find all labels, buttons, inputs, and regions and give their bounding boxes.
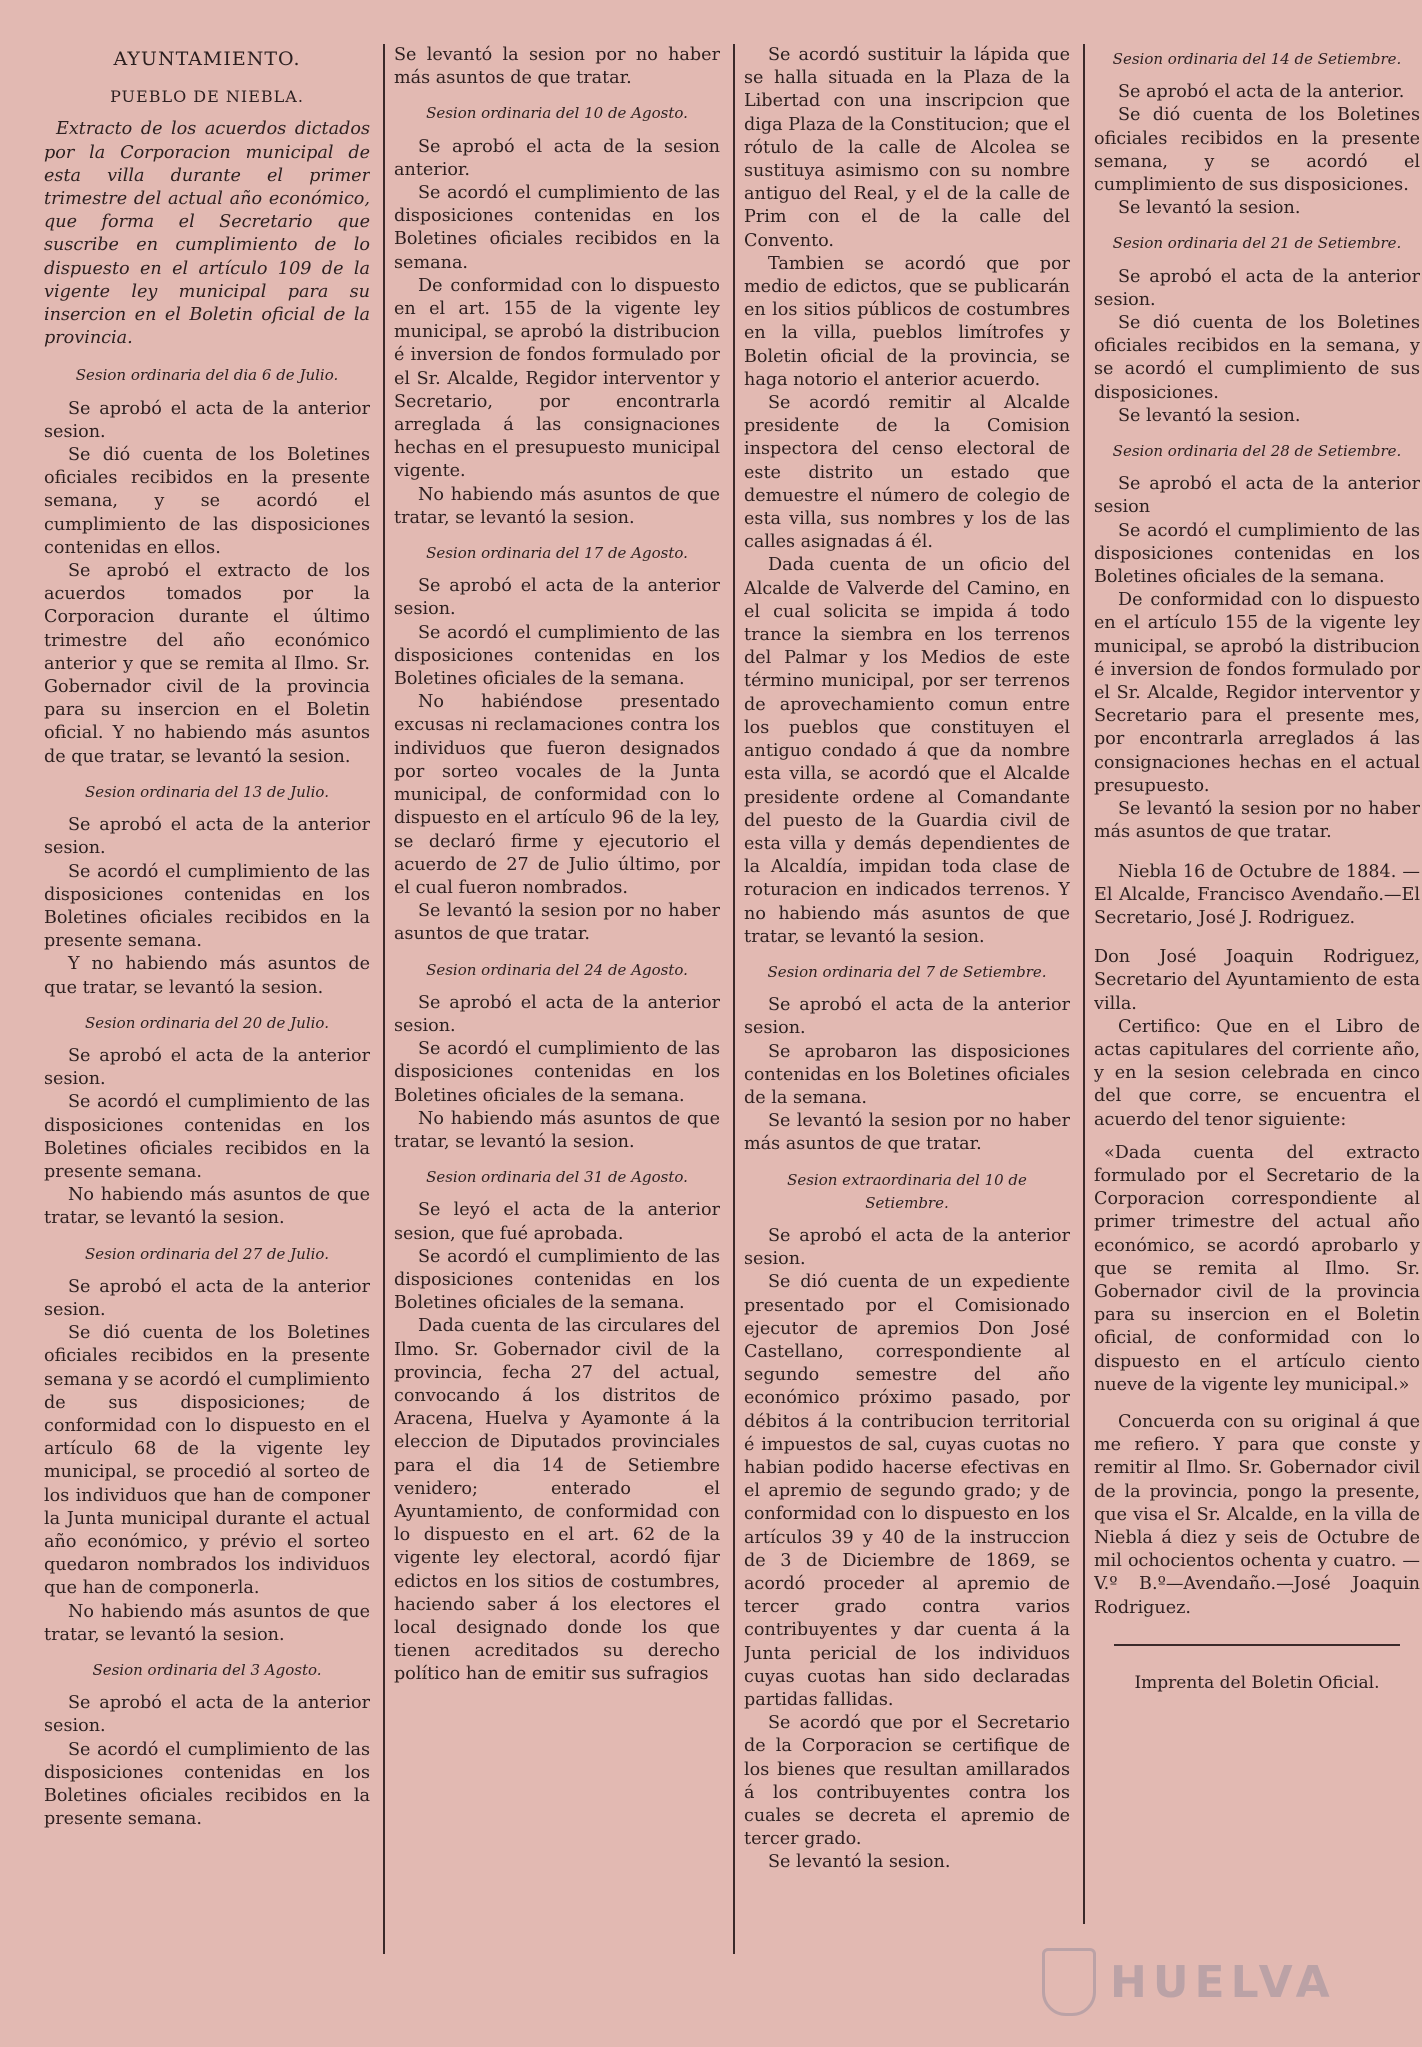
paragraph: Se acordó el cumplimiento de las disposiciones contenidas en los Boletines oficiales recibidos en la presente semana. <box>44 1739 370 1830</box>
paragraph: Se dió cuenta de los Boletines oficiales recibidos en la presente semana, y se acordó el cumplimiento de sus disposiciones. <box>1094 105 1420 196</box>
paragraph: Se acordó el cumplimiento de las disposiciones contenidas en los Boletines oficiales recibidos en la semana. <box>394 183 720 273</box>
paragraph: Se aprobó el acta de la anterior sesion. <box>44 815 370 859</box>
paragraph: Se aprobó el acta de la anterior sesion. <box>44 1693 370 1737</box>
session-title: Sesion ordinaria del 31 de Agosto. <box>426 1168 688 1187</box>
shield-icon <box>1042 1948 1096 2016</box>
session-title: Sesion ordinaria del 28 de Setiembre. <box>1112 442 1402 461</box>
concordance-paragraph: Concuerda con su original á que me refiero. Y para que conste y remitir al Ilmo. Sr. Gobernador civil de la provincia, pongo la presente, que visa el Sr. Alcalde, en la villa de Niebla á diez y seis de Octubre de mil ochocientos ochenta y cuatro. — V.º B.º—Avendaño.—José Joaquin Rodriguez. <box>1094 1411 1420 1618</box>
paragraph: Se aprobó el acta de la anterior sesion. <box>44 1276 370 1320</box>
paragraph: Se acordó que por el Secretario de la Corporacion se certifique de los bienes que resultan amillarados á los contribuyentes contra los cuales se decreta el apremio de tercer grado. <box>744 1713 1070 1850</box>
paragraph: Se aprobó el acta de la anterior sesion. <box>744 995 1070 1039</box>
quoted-agreement: «Dada cuenta del extracto formulado por el Secretario de la Corporacion correspondiente al primer trimestre del actual año económico, se acordó aprobarlo y que se remita al Ilmo. Sr. Gobernador civil de la provincia para su insercion en el Boletin oficial, de conformidad con lo dispuesto en el artículo ciento nueve de la vigente ley municipal.» <box>1094 1142 1420 1395</box>
paragraph: Se aprobó el acta de la anterior sesion. <box>44 1045 370 1090</box>
paragraph: Se dió cuenta de los Boletines oficiales recibidos en la presente semana, y se acordó el cumplimiento de las disposiciones contenidas en ellos. <box>44 445 370 558</box>
paragraph: Dada cuenta de las circulares del Ilmo. Sr. Gobernador civil de la provincia, fecha 27 del actual, convocando á los distritos de Aracena, Huelva y Ayamonte á la eleccion de Diputados provinciales para el dia 14 de Setiembre venidero; enterado el Ayuntamiento, de conformidad con lo dispuesto en el art. 62 de la vigente ley electoral, acordó fijar edictos en los sitios de costumbres, haciendo saber á los electores el local designado donde los que tienen acreditados su derecho político han de emitir sus sufragios <box>394 1316 720 1685</box>
paragraph: Dada cuenta de un oficio del Alcalde de Valverde del Camino, en el cual solicita se impida á todo trance la siembra en los terrenos del Palmar y los Medios de este término municipal, por ser terrenos de aprovechamiento comun entre los pueblos que constituyen el antiguo condado á que da nombre esta villa, se acordó que el Alcalde presidente ordene al Comandante del puesto de la Guardia civil de esta villa y demás dependientes de la Alcaldía, impidan toda clase de roturacion en indicados terrenos. Y no habiendo más asuntos de que tratar, se levantó la sesion. <box>744 555 1070 947</box>
paragraph: Se aprobó el acta de la anterior sesion. <box>1094 266 1420 310</box>
paragraph: Se aprobó el acta de la sesion anterior. <box>394 136 720 180</box>
paragraph: Se leyó el acta de la anterior sesion, que fué aprobada. <box>394 1200 720 1244</box>
session-title: Sesion ordinaria del 20 de Julio. <box>85 1013 329 1032</box>
paragraph: Se dió cuenta de los Boletines oficiales recibidos en la semana, y se acordó el cumplimiento de sus disposiciones. <box>1094 313 1420 403</box>
paragraph: Se acordó el cumplimiento de las disposiciones contenidas en los Boletines oficiales de la semana. <box>1094 520 1420 588</box>
paragraph: No habiendo más asuntos de que tratar, se levantó la sesion. <box>394 484 720 528</box>
paragraph: Se aprobó el extracto de los acuerdos tomados por la Corporacion durante el último trimestre del año económico anterior y que se remita al Ilmo. Sr. Gobernador civil de la provincia para su insercion en el Boletin oficial. Y no habiendo más asuntos de que tratar, se levantó la sesion. <box>44 561 370 767</box>
paragraph: Se acordó el cumplimiento de las disposiciones contenidas en los Boletines oficiales de la semana. <box>394 1246 720 1314</box>
paragraph: Se dió cuenta de un expediente presentado por el Comisionado ejecutor de apremios Don José Castellano, correspondiente al segundo semestre del año económico próximo pasado, por débitos á la contribucion territorial é impuestos de sal, cuyas cuotas no habian podido hacerse efectivas en el apremio de segundo grado; y de conformidad con lo dispuesto en los artículos 39 y 40 de la instruccion de 3 de Diciembre de 1869, se acordó proceder al apremio de tercer grado contra varios contribuyentes y dar cuenta á la Junta pericial de los individuos cuyas cuotas han sido declaradas partidas fallidas. <box>744 1272 1070 1711</box>
paragraph: Se levantó la sesion por no haber más asuntos de que tratar. <box>744 1111 1070 1155</box>
session-title: Sesion ordinaria del 24 de Agosto. <box>426 960 688 979</box>
paragraph: Se aprobó el acta de la anterior sesion. <box>394 992 720 1036</box>
paragraph: Se aprobó el acta de la anterior sesion. <box>394 576 720 620</box>
paragraph: Se acordó el cumplimiento de las disposiciones contenidas en los Boletines oficiales recibidos en la presente semana. <box>44 1092 370 1182</box>
column-4 <box>1094 44 1420 2034</box>
paragraph: Se levantó la sesion por no haber más asuntos de que tratar. <box>1094 799 1420 843</box>
footer-rule <box>1114 1644 1400 1646</box>
paragraph: De conformidad con lo dispuesto en el art. 155 de la vigente ley municipal, se aprobó la distribucion é inversion de fondos formulado por el Sr. Alcalde, Regidor interventor y Secretario, por encontrarla arreglada á las consignaciones hechas en el presupuesto municipal vigente. <box>394 275 720 482</box>
paragraph: Tambien se acordó que por medio de edictos, que se publicarán en los sitios públicos de costumbres en la villa, pueblos limítrofes y Boletin oficial de la provincia, se haga notorio el anterior acuerdo. <box>744 253 1070 390</box>
signature-line: Niebla 16 de Octubre de 1884. —El Alcalde, Francisco Avendaño.—El Secretario, José J. Rodriguez. <box>1094 861 1420 928</box>
paragraph: Se levantó la sesion por no haber asuntos de que tratar. <box>394 901 720 945</box>
session-title: Sesion ordinaria del 21 de Setiembre. <box>1112 234 1402 253</box>
paragraph: Se levantó la sesion. <box>1118 405 1301 426</box>
column-3 <box>744 44 1070 2034</box>
paragraph: Se aprobó el acta de la anterior sesion. <box>44 398 370 442</box>
paragraph: Se acordó el cumplimiento de las disposiciones contenidas en los Boletines oficiales recibidos en la presente semana. <box>44 861 370 952</box>
paragraph: Se aprobó el acta de la anterior. <box>1118 82 1405 103</box>
paragraph: No habiéndose presentado excusas ni reclamaciones contra los individuos que fueron designados por sorteo vocales de la Junta municipal, de conformidad con lo dispuesto en el artículo 96 de la ley, se declaró firme y ejecutorio el acuerdo de 27 de Julio último, por el cual fueron nombrados. <box>394 692 720 898</box>
session-title: Sesion extraordinaria del 10 de Setiembre. <box>787 1170 1027 1212</box>
paragraph: Se aprobaron las disposiciones contenidas en los Boletines oficiales de la semana. <box>744 1041 1070 1108</box>
session-title: Sesion ordinaria del dia 6 de Julio. <box>75 366 339 385</box>
intro-paragraph: Extracto de los acuerdos dictados por la Corporacion municipal de esta villa durante el primer trimestre del actual año económico, que forma el Secretario que suscribe en cumplimiento de lo dispuesto en el artículo 109 de la vigente ley municipal para su insercion en el Boletin oficial de la provincia. <box>44 119 370 349</box>
section-heading: AYUNTAMIENTO. <box>113 48 301 70</box>
paragraph: No habiendo más asuntos de que tratar, se levantó la sesion. <box>394 1108 720 1152</box>
paragraph: Se levantó la sesion. <box>768 1852 951 1873</box>
document-page <box>44 44 1420 2034</box>
paragraph: Se acordó sustituir la lápida que se halla situada en la Plaza de la Libertad con una inscripcion que diga Plaza de la Constitucion; que el rótulo de la calle de Alcolea se sustituya asimismo con su nombre antiguo del Real, y el de la calle de Prim con el de la calle del Convento. <box>744 45 1070 251</box>
certification-intro: Don José Joaquin Rodriguez, Secretario del Ayuntamiento de esta villa. <box>1094 947 1420 1014</box>
session-title: Sesion ordinaria del 27 de Julio. <box>85 1244 329 1263</box>
paragraph: De conformidad con lo dispuesto en el artículo 155 de la vigente ley municipal, se aprobó la distribucion é inversion de fondos formulado por el Sr. Alcalde, Regidor interventor y Secretario para el presente mes, por encontrarla arreglados á las consignaciones hechas en el actual presupuesto. <box>1094 590 1420 796</box>
paragraph: Se levantó la sesion por no haber más asuntos de que tratar. <box>394 45 720 89</box>
paragraph: Se aprobó el acta de la anterior sesion <box>1094 474 1420 518</box>
town-heading: PUEBLO DE NIEBLA. <box>110 87 304 107</box>
paragraph: Se acordó el cumplimiento de las disposiciones contenidas en los Boletines oficiales de la semana. <box>394 1039 720 1106</box>
paragraph: No habiendo más asuntos de que tratar, se levantó la sesion. <box>44 1601 370 1645</box>
session-title: Sesion ordinaria del 7 de Setiembre. <box>767 962 1047 981</box>
paragraph: Y no habiendo más asuntos de que tratar, se levantó la sesion. <box>44 954 370 998</box>
session-title: Sesion ordinaria del 14 de Setiembre. <box>1112 50 1402 68</box>
paragraph: Se acordó el cumplimiento de las disposiciones contenidas en los Boletines oficiales de la semana. <box>394 622 720 690</box>
paragraph: Se aprobó el acta de la anterior sesion. <box>744 1225 1070 1270</box>
paragraph: No habiendo más asuntos de que tratar, se levantó la sesion. <box>44 1185 370 1229</box>
session-title: Sesion ordinaria del 13 de Julio. <box>85 782 329 801</box>
session-title: Sesion ordinaria del 17 de Agosto. <box>426 544 688 563</box>
certification-text: Certifico: Que en el Libro de actas capitulares del corriente año, y en la sesion celebrada en cinco del que corre, se encuentra el acuerdo del tenor siguiente: <box>1094 1016 1420 1130</box>
paragraph: Se acordó remitir al Alcalde presidente de la Comision inspectora del censo electoral de este distrito un estado que demuestre el número de colegio de esta villa, sus nombres y los de las calles asignadas á él. <box>744 393 1070 553</box>
imprenta-label: Imprenta del Boletin Oficial. <box>1134 1672 1380 1693</box>
column-2 <box>394 44 720 2034</box>
watermark-text: HUELVA <box>1110 1956 1336 2008</box>
session-title: Sesion ordinaria del 3 Agosto. <box>92 1661 322 1679</box>
paragraph: Se dió cuenta de los Boletines oficiales recibidos en la presente semana y se acordó el cumplimiento de sus disposiciones; de conformidad con lo dispuesto en el artículo 68 de la vigente ley municipal, se procedió al sorteo de los individuos que han de componer la Junta municipal durante el actual año económico, y prévio el sorteo quedaron nombrados los individuos que han de componerla. <box>44 1323 370 1599</box>
archive-watermark <box>1042 1947 1342 2017</box>
column-1 <box>44 44 370 2034</box>
paragraph: Se levantó la sesion. <box>1118 198 1301 219</box>
session-title: Sesion ordinaria del 10 de Agosto. <box>426 104 688 123</box>
